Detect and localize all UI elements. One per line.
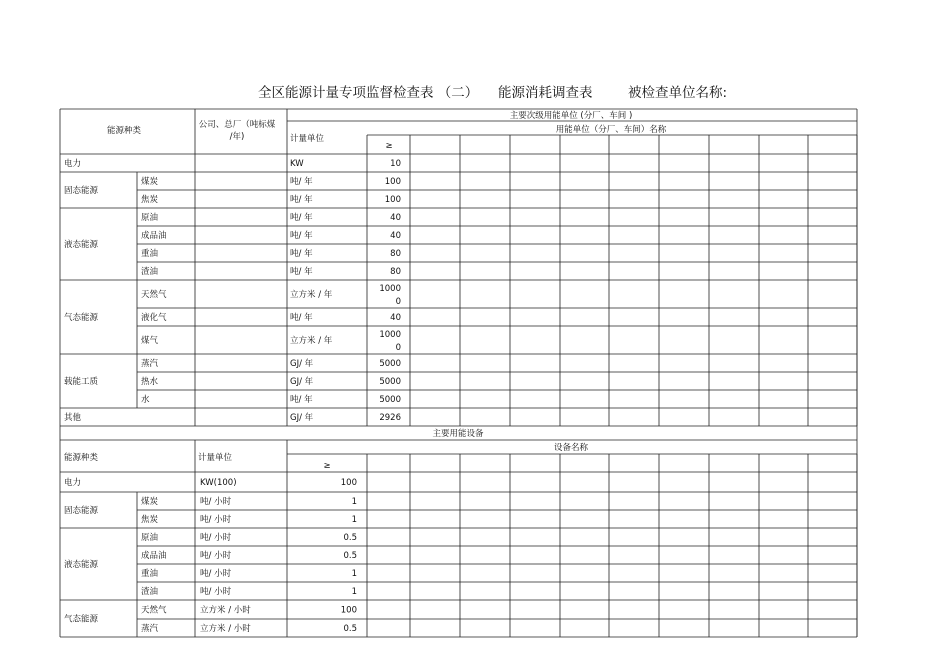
- energy-item-label: 原油: [141, 213, 159, 223]
- col-main-units-header: 主要次级用能单位 (分厂、车间 ): [509, 111, 633, 121]
- energy-group-label: 载能工质: [64, 377, 99, 387]
- unit-cell: 立方米 / 小时: [200, 605, 251, 616]
- threshold-value: 2926: [379, 413, 401, 423]
- energy-item-label: 焦炭: [141, 195, 159, 205]
- threshold-value: 0.5: [343, 551, 357, 561]
- energy-item-label: 水: [141, 395, 150, 405]
- threshold-value: 40: [390, 213, 401, 223]
- threshold-value: 1: [351, 587, 357, 597]
- threshold-value: 100: [384, 195, 401, 205]
- energy-group-label: 电力: [64, 159, 82, 169]
- energy-item-label: 煤炭: [141, 497, 159, 507]
- page-title: 全区能源计量专项监督检查表 （二）: [258, 85, 479, 101]
- unit-cell: 立方米 / 年: [290, 336, 333, 346]
- energy-item-label: 渣油: [141, 587, 159, 597]
- unit-cell: KW(100): [200, 478, 237, 488]
- threshold-value: 5000: [379, 377, 401, 387]
- threshold-value: 0.5: [343, 624, 357, 634]
- unit-cell: 吨/ 小时: [200, 551, 232, 561]
- energy-group-label: 液态能源: [64, 240, 99, 250]
- energy-item-label: 蒸汽: [141, 624, 159, 634]
- threshold-value: 5000: [379, 359, 401, 369]
- energy-item-label: 蒸汽: [141, 359, 159, 369]
- threshold-value: 80: [390, 267, 401, 277]
- threshold-value: 1000: [379, 330, 401, 340]
- unit-cell: 吨/ 小时: [200, 533, 232, 543]
- col-unit-header: 计量单位: [198, 453, 233, 463]
- energy-group-label: 固态能源: [64, 186, 99, 196]
- threshold-value: 1: [351, 497, 357, 507]
- energy-item-label: 重油: [141, 569, 159, 579]
- energy-group-label: 固态能源: [64, 506, 99, 516]
- energy-item-label: 天然气: [141, 605, 167, 616]
- unit-cell: 吨/ 年: [290, 231, 313, 241]
- energy-item-label: 液化气: [141, 313, 167, 323]
- ge-symbol: ≥: [323, 461, 331, 471]
- unit-cell: GJ/ 年: [290, 377, 314, 387]
- threshold-value: 40: [390, 231, 401, 241]
- unit-cell: GJ/ 年: [290, 413, 314, 423]
- threshold-value: 0: [395, 343, 401, 353]
- threshold-value: 100: [340, 605, 357, 616]
- unit-cell: 吨/ 小时: [200, 587, 232, 597]
- threshold-value: 80: [390, 249, 401, 259]
- col-energy-type-header: 能源种类: [64, 453, 99, 463]
- energy-item-label: 煤炭: [141, 177, 159, 187]
- unit-cell: 立方米 / 小时: [200, 624, 251, 634]
- col-energy-type-header: 能源种类: [106, 126, 142, 136]
- energy-item-label: 渣油: [141, 267, 159, 277]
- threshold-value: 0.5: [343, 533, 357, 543]
- col-company-header: 公司、总厂（吨标煤/年): [198, 120, 276, 142]
- energy-item-label: 重油: [141, 249, 159, 259]
- ge-symbol: ≥: [385, 141, 393, 151]
- energy-item-label: 成品油: [141, 231, 167, 241]
- threshold-value: 40: [390, 313, 401, 323]
- unit-cell: KW: [290, 159, 304, 169]
- unit-cell: 吨/ 年: [290, 313, 313, 323]
- page-subtitle: 能源消耗调查表: [498, 85, 593, 101]
- threshold-value: 10: [390, 159, 401, 169]
- energy-group-label: 电力: [64, 478, 82, 488]
- threshold-value: 1: [351, 515, 357, 525]
- energy-item-label: 焦炭: [141, 515, 159, 525]
- energy-group-label: 气态能源: [64, 313, 99, 323]
- energy-group-label: 气态能源: [64, 614, 99, 625]
- energy-item-label: 煤气: [141, 336, 159, 346]
- energy-group-label: 液态能源: [64, 560, 99, 570]
- unit-cell: GJ/ 年: [290, 359, 314, 369]
- unit-cell: 吨/ 小时: [200, 569, 232, 579]
- threshold-value: 0: [395, 297, 401, 307]
- col-unit-names-header: 用能单位（分厂、车间）名称: [555, 125, 667, 135]
- energy-group-label: 其他: [64, 413, 82, 423]
- unit-cell: 吨/ 年: [290, 267, 313, 277]
- col-main-equipment-header: 主要用能设备: [432, 429, 484, 439]
- threshold-value: 5000: [379, 395, 401, 405]
- unit-cell: 立方米 / 年: [290, 290, 333, 300]
- threshold-value: 100: [384, 177, 401, 187]
- unit-cell: 吨/ 年: [290, 177, 313, 187]
- col-equipment-names-header: 设备名称: [553, 443, 589, 453]
- unit-cell: 吨/ 年: [290, 213, 313, 223]
- threshold-value: 1: [351, 569, 357, 579]
- energy-item-label: 天然气: [141, 290, 167, 300]
- energy-item-label: 热水: [141, 377, 159, 387]
- unit-cell: 吨/ 年: [290, 395, 313, 405]
- threshold-value: 1000: [379, 284, 401, 294]
- threshold-value: 100: [340, 478, 357, 488]
- unit-cell: 吨/ 小时: [200, 497, 232, 507]
- energy-item-label: 成品油: [141, 551, 167, 561]
- unit-cell: 吨/ 年: [290, 195, 313, 205]
- col-unit-header: 计量单位: [290, 134, 325, 144]
- inspected-unit-label: 被检查单位名称:: [628, 85, 728, 101]
- energy-item-label: 原油: [141, 533, 159, 543]
- unit-cell: 吨/ 年: [290, 249, 313, 259]
- unit-cell: 吨/ 小时: [200, 515, 232, 525]
